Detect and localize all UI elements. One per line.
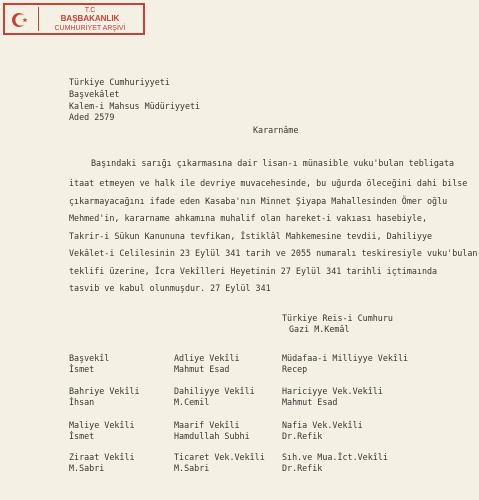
- signature-title: Başvekîl: [69, 353, 110, 363]
- stamp-line-1: T.C: [84, 7, 96, 14]
- signature-title: Sıh.ve Mua.İct.Vekîli: [282, 452, 388, 462]
- body-line: Başındaki sarığı çıkarmasına dair lisan-ı münasible vuku'bulan tebligata: [91, 158, 455, 168]
- signature-title: Dahiliyye Vekîli: [174, 386, 255, 396]
- signature-name: Mahmut Esad: [282, 397, 338, 407]
- body-line: Takrir-i Sükun Kanununa tevfikan, İstiklâl Mahkemesine tevdii, Dahiliyye: [69, 231, 433, 241]
- body-line: itaat etmeyen ve halk ile devriye muvacehesinde, bu uğurda öleceğini dahi bilse: [69, 178, 468, 188]
- signature-title: Hariciyye Vek.Vekîli: [282, 386, 383, 396]
- signature-name: M.Sabri: [69, 463, 105, 473]
- body-line: tasvib ve kabul olunmuşdur. 27 Eylül 341: [69, 283, 271, 293]
- body-line: Vekâlet-i Celilesinin 23 Eylül 341 tarih ve 2055 numaralı teskiresiyle vuku'bulan: [69, 248, 478, 258]
- signature-name: M.Sabri: [174, 463, 210, 473]
- crescent-star-icon: [11, 11, 29, 29]
- stamp-line-2: BAŞBAKANLIK: [60, 14, 120, 23]
- president-title: Türkiye Reis-i Cumhuru: [282, 313, 393, 323]
- document-title: Kararnâme: [253, 125, 299, 135]
- signature-name: M.Cemil: [174, 397, 210, 407]
- signature-title: Nafia Vek.Vekîli: [282, 420, 363, 430]
- signature-title: Müdafaa-i Milliyye Vekîli: [282, 353, 409, 363]
- signature-name: İhsan: [69, 397, 95, 407]
- signature-name: Recep: [282, 364, 308, 374]
- header-line: Kalem-i Mahsus Müdüriyyeti: [69, 101, 201, 111]
- signature-name: Hamdullah Subhi: [174, 431, 250, 441]
- header-line: Başvekâlet: [69, 89, 120, 99]
- body-line: teklifi üzerine, İcra Vekîlleri Heyetinin 27 Eylül 341 tarihli içtimaında: [69, 266, 438, 276]
- signature-title: Adliye Vekîli: [174, 353, 240, 363]
- president-name: Gazi M.Kemâl: [289, 324, 350, 334]
- signature-title: Bahriye Vekîli: [69, 386, 140, 396]
- signature-name: Mahmut Esad: [174, 364, 230, 374]
- signature-name: Dr.Refik: [282, 431, 323, 441]
- header-line: Türkiye Cumhuriyyeti: [69, 77, 170, 87]
- signature-title: Maarif Vekîli: [174, 420, 240, 430]
- signature-title: Ziraat Vekîli: [69, 452, 135, 462]
- body-line: çıkarmayacağını ifade eden Kasaba'nın Minnet Şiyapa Mahallesinden Ömer oğlu: [69, 196, 448, 206]
- signature-title: Maliye Vekîli: [69, 420, 135, 430]
- body-line: Mehmed'in, kararname ahkamına muhalif olan hareket-i vakıası hasebiyle,: [69, 213, 427, 223]
- header-line: Aded 2579: [69, 112, 115, 122]
- signature-name: İsmet: [69, 364, 95, 374]
- signature-name: İsmet: [69, 431, 95, 441]
- signature-name: Dr.Refik: [282, 463, 323, 473]
- stamp-line-3: CUMHURİYET ARŞİVİ: [54, 25, 126, 32]
- signature-title: Ticaret Vek.Vekîli: [174, 452, 265, 462]
- archive-stamp: [3, 3, 145, 35]
